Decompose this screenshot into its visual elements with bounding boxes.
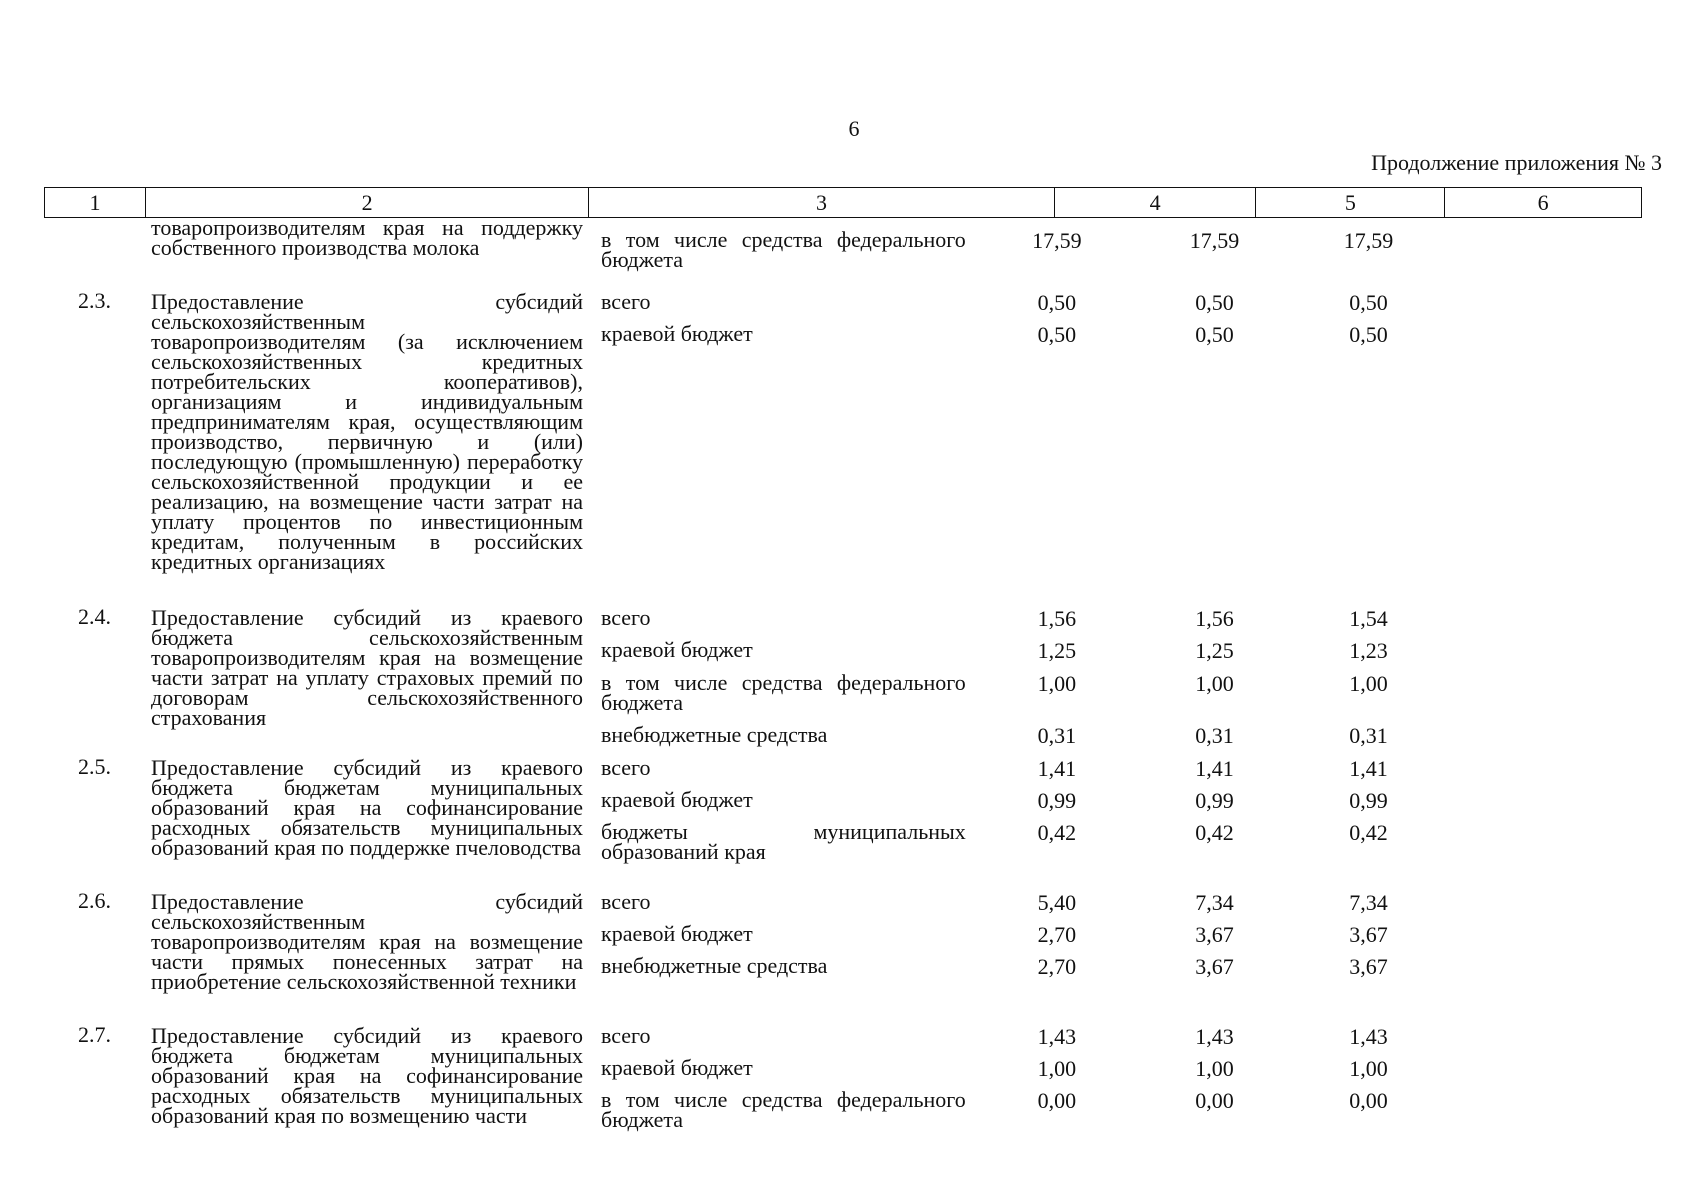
value-col-4: 17,59 <box>1032 228 1082 253</box>
header-col-5: 5 <box>1256 188 1445 217</box>
value-col-4: 0,31 <box>1037 723 1077 748</box>
funding-source: краевой бюджет <box>601 1055 753 1080</box>
value-col-6: 3,67 <box>1349 954 1388 979</box>
funding-line <box>589 722 1448 748</box>
value-col-5: 3,67 <box>1195 922 1234 947</box>
value-col-5: 1,43 <box>1195 1024 1234 1049</box>
value-col-4: 1,00 <box>1037 1056 1077 1081</box>
funding-source: всего <box>601 1023 651 1048</box>
value-col-4: 1,00 <box>1037 671 1077 696</box>
value-col-6: 7,34 <box>1349 890 1388 915</box>
funding-line <box>589 670 1448 715</box>
funding-source: в том числе средства федерального бюджета <box>601 670 966 715</box>
value-col-4: 1,56 <box>1037 606 1077 631</box>
funding-source: краевой бюджет <box>601 321 753 346</box>
page-number: 6 <box>848 116 860 141</box>
value-col-4: 5,40 <box>1037 890 1077 915</box>
funding-source: краевой бюджет <box>601 637 753 662</box>
funding-source: всего <box>601 755 651 780</box>
funding-line <box>589 289 1448 315</box>
table-row <box>44 880 1642 992</box>
table-row <box>44 215 1642 272</box>
value-col-6: 1,54 <box>1349 606 1388 631</box>
header-col-2: 2 <box>146 188 589 217</box>
value-col-6: 0,00 <box>1349 1088 1388 1113</box>
value-col-5: 0,00 <box>1195 1088 1234 1113</box>
value-col-5: 1,00 <box>1195 1056 1234 1081</box>
table-row <box>44 596 1642 748</box>
value-col-6: 0,31 <box>1349 723 1388 748</box>
value-col-4: 0,42 <box>1037 820 1077 845</box>
value-col-5: 1,00 <box>1195 671 1234 696</box>
continuation-label: Продолжение приложения № 3 <box>1371 150 1662 175</box>
table-header <box>44 187 1642 218</box>
value-col-6: 3,67 <box>1349 922 1388 947</box>
value-col-6: 0,50 <box>1349 290 1388 315</box>
funding-line <box>589 605 1448 631</box>
value-col-5: 17,59 <box>1189 228 1240 253</box>
value-col-6: 17,59 <box>1343 228 1394 253</box>
value-col-6: 0,42 <box>1349 820 1388 845</box>
funding-line <box>589 637 1448 663</box>
value-col-4: 1,25 <box>1037 638 1077 663</box>
value-col-4: 0,99 <box>1037 788 1077 813</box>
table-row <box>44 280 1642 572</box>
value-col-5: 7,34 <box>1195 890 1234 915</box>
value-col-6: 1,43 <box>1349 1024 1388 1049</box>
row-number: 2.4. <box>78 604 111 629</box>
value-col-4: 0,50 <box>1037 322 1077 347</box>
funding-source: всего <box>601 889 651 914</box>
value-col-6: 0,50 <box>1349 322 1388 347</box>
value-col-4: 1,41 <box>1037 756 1077 781</box>
row-number: 2.3. <box>78 288 111 313</box>
value-col-6: 1,00 <box>1349 1056 1388 1081</box>
funding-line <box>589 1023 1448 1049</box>
value-col-5: 0,31 <box>1195 723 1234 748</box>
value-col-5: 0,50 <box>1195 290 1234 315</box>
funding-source: бюджеты муниципальных образований края <box>601 819 966 864</box>
value-col-4: 1,43 <box>1037 1024 1077 1049</box>
value-col-4: 2,70 <box>1037 922 1077 947</box>
row-number: 2.5. <box>78 754 111 779</box>
value-col-6: 1,00 <box>1349 671 1388 696</box>
table-row <box>44 1014 1642 1132</box>
value-col-5: 1,25 <box>1195 638 1234 663</box>
value-col-5: 0,42 <box>1195 820 1234 845</box>
funding-line <box>589 787 1448 813</box>
value-col-4: 0,00 <box>1037 1088 1077 1113</box>
header-col-6: 6 <box>1537 190 1549 215</box>
row-description: Предоставление субсидий из краевого бюджета сельскохозяйственным товаропроизводителям края на возмещение части затрат на уплату страховых премий по договорам сельскохозяйственного страхования <box>151 605 583 730</box>
value-col-5: 1,41 <box>1195 756 1234 781</box>
funding-line <box>589 321 1448 347</box>
funding-source: внебюджетные средства <box>601 722 828 747</box>
row-description: Предоставление субсидий сельскохозяйственным товаропроизводителям (за исключением сельскохозяйственных кредитных потребительских кооперативов), организациям и индивидуальным предпринимателям края, осуществляющим производство, первичную и (или) последующую (промышленную) переработку сельскохозяйственной продукции и ее реализацию, на возмещение части затрат на уплату процентов по инвестиционным кредитам, полученным в российских кредитных организациях <box>151 289 583 574</box>
funding-line <box>589 1087 1448 1132</box>
funding-line <box>589 819 1448 864</box>
header-col-1: 1 <box>45 188 146 217</box>
funding-line <box>589 921 1448 947</box>
header-col-3: 3 <box>589 188 1054 217</box>
funding-source: всего <box>601 605 651 630</box>
row-description: Предоставление субсидий из краевого бюджета бюджетам муниципальных образований края на софинансирование расходных обязательств муниципальных образований края по поддержке пчеловодства <box>151 755 583 860</box>
table-row <box>44 746 1642 864</box>
funding-source: краевой бюджет <box>601 787 753 812</box>
funding-source: всего <box>601 289 651 314</box>
row-description: Предоставление субсидий из краевого бюджета бюджетам муниципальных образований края на софинансирование расходных обязательств муниципальных образований края по возмещению части <box>151 1023 583 1128</box>
value-col-4: 0,50 <box>1037 290 1077 315</box>
funding-line <box>589 1055 1448 1081</box>
header-col-4: 4 <box>1055 188 1257 217</box>
value-col-6: 0,99 <box>1349 788 1388 813</box>
funding-line <box>589 227 1448 272</box>
funding-source: в том числе средства федерального бюджета <box>601 1087 966 1132</box>
row-description: Предоставление субсидий сельскохозяйственным товаропроизводителям края на возмещение части прямых понесенных затрат на приобретение сельскохозяйственной техники <box>151 889 583 994</box>
funding-line <box>589 953 1448 979</box>
value-col-5: 3,67 <box>1195 954 1234 979</box>
funding-source: в том числе средства федерального бюджета <box>601 227 966 272</box>
value-col-6: 1,23 <box>1349 638 1388 663</box>
funding-source: краевой бюджет <box>601 921 753 946</box>
row-number: 2.6. <box>78 888 111 913</box>
row-description: товаропроизводителям края на поддержку собственного производства молока <box>151 215 583 260</box>
row-number: 2.7. <box>78 1022 111 1047</box>
value-col-4: 2,70 <box>1037 954 1077 979</box>
value-col-5: 1,56 <box>1195 606 1234 631</box>
value-col-6: 1,41 <box>1349 756 1388 781</box>
value-col-5: 0,99 <box>1195 788 1234 813</box>
funding-source: внебюджетные средства <box>601 953 828 978</box>
value-col-5: 0,50 <box>1195 322 1234 347</box>
funding-line <box>589 755 1448 781</box>
funding-line <box>589 889 1448 915</box>
